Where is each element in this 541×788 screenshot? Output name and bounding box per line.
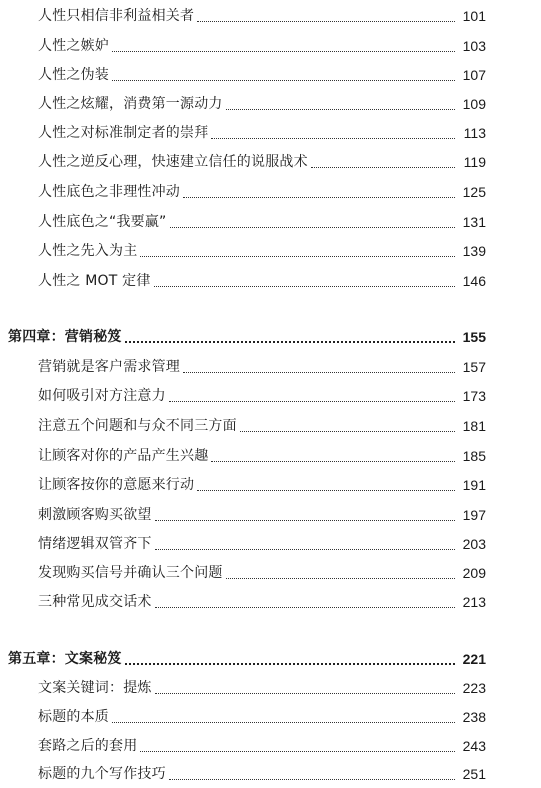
toc-entry-page: 181: [462, 418, 486, 434]
toc-entry-page: 203: [462, 536, 486, 552]
toc-entry-page: 103: [462, 38, 486, 54]
toc-entry[interactable]: [38, 504, 486, 526]
dot-leader: [155, 607, 455, 608]
toc-entry-page: 131: [462, 214, 486, 230]
toc-entry-title: 三种常见成交话术: [38, 594, 152, 610]
toc-entry-title: 情绪逻辑双管齐下: [38, 536, 152, 552]
toc-entry-page: 101: [462, 8, 486, 24]
toc-entry[interactable]: [38, 385, 486, 407]
chapter-title: 第四章：营销秘笈: [8, 329, 122, 345]
toc-entry-page: 173: [462, 388, 486, 404]
toc-entry-title: 人性之炫耀，消费第一源动力: [38, 96, 223, 112]
chapter-page: 155: [462, 329, 486, 345]
toc-entry-title: 文案关键词：提炼: [38, 680, 152, 696]
toc-entry-page: 119: [463, 154, 486, 170]
toc-entry[interactable]: [38, 533, 486, 555]
toc-entry[interactable]: [38, 356, 486, 378]
toc-entry[interactable]: [38, 706, 486, 728]
toc-entry[interactable]: [38, 445, 486, 467]
toc-entry[interactable]: [38, 240, 486, 262]
dot-leader: [311, 167, 455, 168]
toc-entry-title: 套路之后的套用: [38, 738, 138, 754]
toc-entry-title: 标题的本质: [38, 709, 109, 725]
toc-entry[interactable]: [38, 64, 486, 86]
dot-leader: [183, 372, 455, 373]
chapter-page: 221: [462, 651, 486, 667]
toc-entry[interactable]: [38, 735, 486, 757]
dot-leader: [226, 578, 455, 579]
toc-entry-title: 人性底色之非理性冲动: [38, 184, 180, 200]
toc-entry[interactable]: [38, 474, 486, 496]
toc-entry-page: 191: [462, 477, 486, 493]
toc-entry-page: 146: [462, 273, 486, 289]
toc-chapter-heading[interactable]: [8, 326, 486, 348]
toc-entry-title: 让顾客按你的意愿来行动: [38, 477, 195, 493]
toc-entry-title: 人性之 MOT 定律: [38, 273, 151, 289]
toc-entry-title: 人性之嫉妒: [38, 38, 109, 54]
toc-entry[interactable]: [38, 763, 486, 785]
dot-leader: [169, 401, 455, 402]
toc-entry[interactable]: [38, 562, 486, 584]
dot-leader: [155, 549, 455, 550]
toc-entry-title: 人性之先入为主: [38, 243, 138, 259]
toc-entry[interactable]: [38, 591, 486, 613]
toc-entry-page: 113: [463, 125, 486, 141]
dot-leader: [154, 286, 455, 287]
toc-entry[interactable]: [38, 181, 486, 203]
toc-entry-page: 139: [462, 243, 486, 259]
toc-entry-page: 107: [462, 67, 486, 83]
dot-leader: [155, 693, 455, 694]
dot-leader: [155, 520, 455, 521]
dot-leader: [125, 663, 455, 665]
toc-entry-page: 238: [462, 709, 486, 725]
toc-entry-page: 223: [462, 680, 486, 696]
dot-leader: [112, 722, 455, 723]
toc-entry-page: 209: [462, 565, 486, 581]
toc-entry[interactable]: [38, 151, 486, 173]
toc-entry[interactable]: [38, 211, 486, 233]
toc-entry-page: 109: [462, 96, 486, 112]
dot-leader: [140, 751, 455, 752]
dot-leader: [211, 138, 455, 139]
toc-entry-title: 注意五个问题和与众不同三方面: [38, 418, 237, 434]
toc-entry-title: 刺激顾客购买欲望: [38, 507, 152, 523]
toc-entry-title: 人性之逆反心理，快速建立信任的说服战术: [38, 154, 308, 170]
dot-leader: [197, 21, 455, 22]
toc-entry-page: 213: [462, 594, 486, 610]
toc-entry-title: 标题的九个写作技巧: [38, 766, 166, 782]
dot-leader: [240, 431, 455, 432]
dot-leader: [112, 51, 455, 52]
toc-entry-title: 人性只相信非利益相关者: [38, 8, 195, 24]
dot-leader: [140, 256, 455, 257]
dot-leader: [183, 197, 455, 198]
toc-entry-title: 人性之伪装: [38, 67, 109, 83]
toc-chapter-heading[interactable]: [8, 648, 486, 670]
toc-entry[interactable]: [38, 93, 486, 115]
toc-entry[interactable]: [38, 415, 486, 437]
dot-leader: [112, 80, 455, 81]
toc-entry-page: 251: [462, 766, 486, 782]
toc-entry[interactable]: [38, 5, 486, 27]
toc-entry[interactable]: [38, 122, 486, 144]
toc-entry-page: 125: [462, 184, 486, 200]
toc-entry-title: 营销就是客户需求管理: [38, 359, 180, 375]
toc-entry[interactable]: [38, 35, 486, 57]
toc-entry-page: 157: [462, 359, 486, 375]
toc-entry-page: 243: [462, 738, 486, 754]
toc-entry-title: 发现购买信号并确认三个问题: [38, 565, 223, 581]
toc-entry-title: 如何吸引对方注意力: [38, 388, 166, 404]
toc-entry-title: 人性之对标准制定者的崇拜: [38, 125, 209, 141]
toc-entry-title: 让顾客对你的产品产生兴趣: [38, 448, 209, 464]
dot-leader: [125, 341, 455, 343]
toc-entry-title: 人性底色之“我要赢”: [38, 214, 167, 230]
chapter-title: 第五章：文案秘笈: [8, 651, 122, 667]
dot-leader: [197, 490, 455, 491]
toc-entry[interactable]: [38, 270, 486, 292]
toc-entry[interactable]: [38, 677, 486, 699]
dot-leader: [169, 779, 455, 780]
dot-leader: [211, 461, 455, 462]
dot-leader: [170, 227, 455, 228]
dot-leader: [226, 109, 455, 110]
toc-entry-page: 185: [462, 448, 486, 464]
toc-entry-page: 197: [462, 507, 486, 523]
